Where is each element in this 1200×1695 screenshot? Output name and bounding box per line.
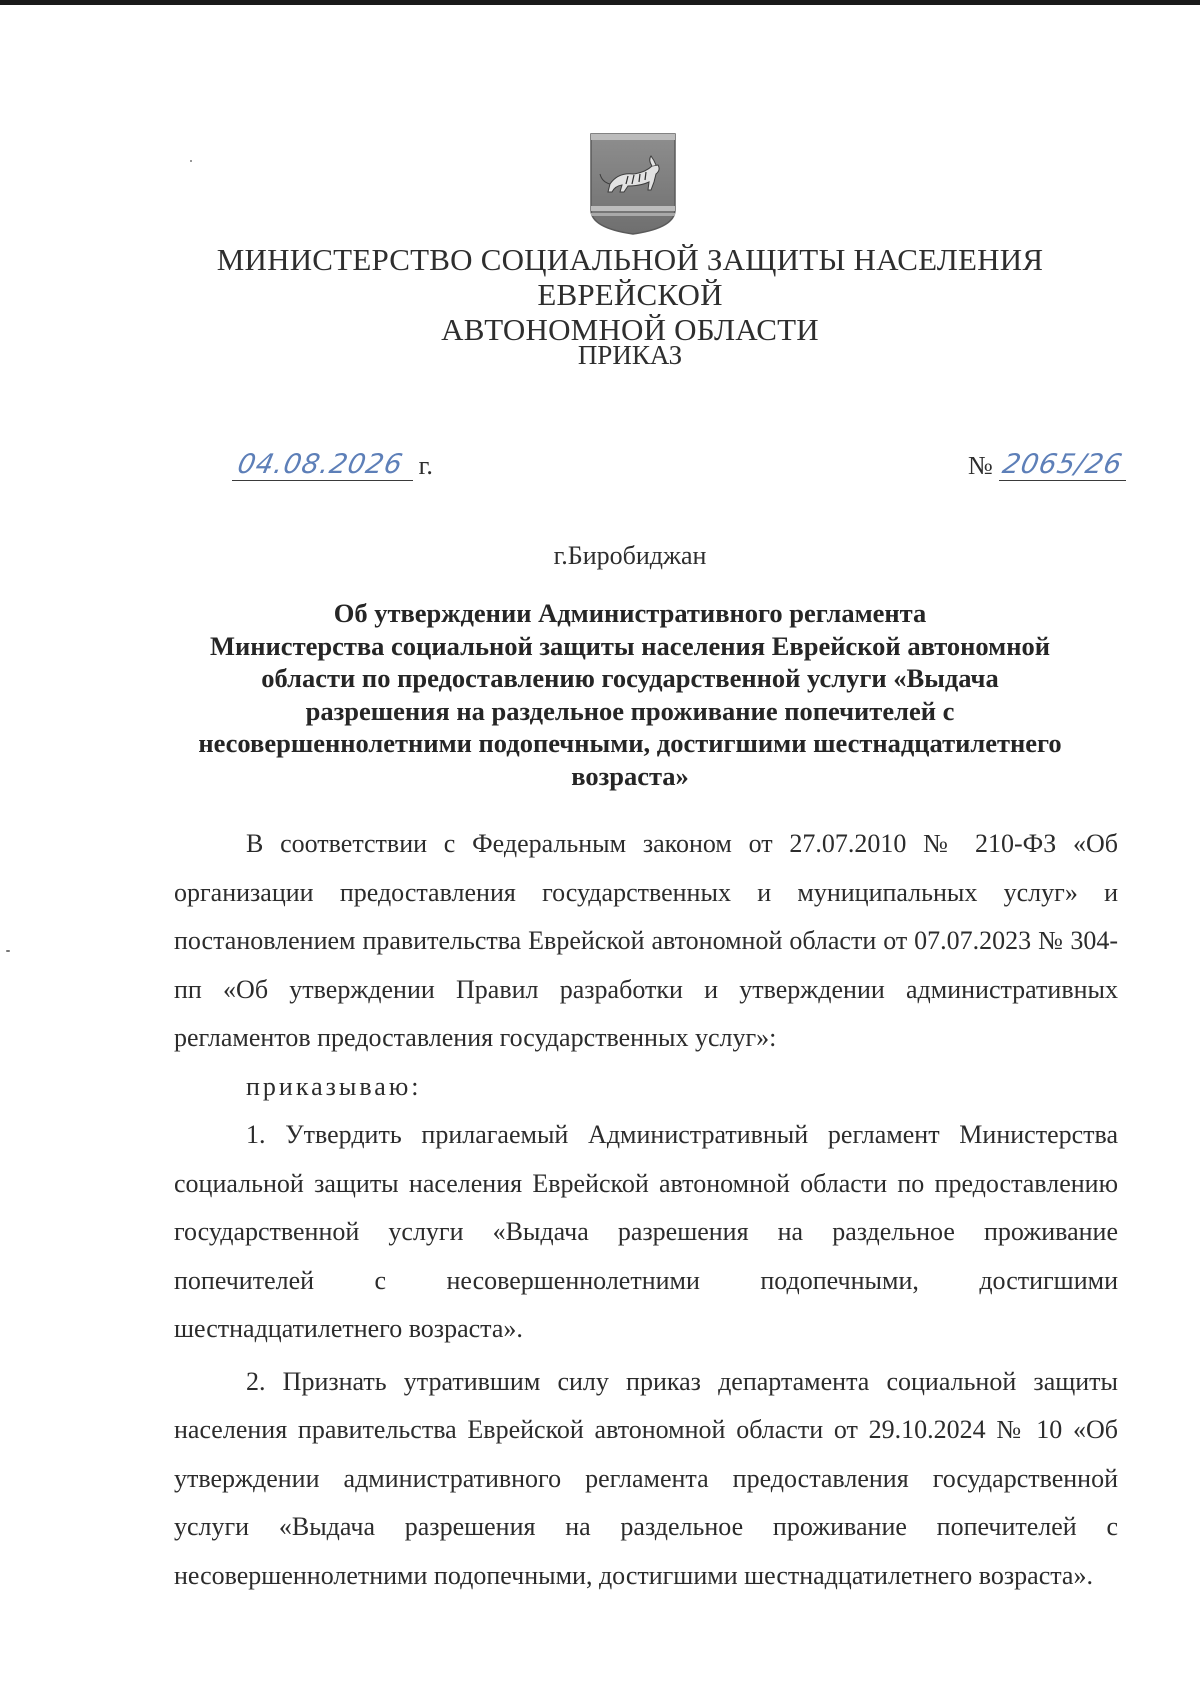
handwritten-date: 04.08.2026 xyxy=(234,449,406,480)
order-item-1: 1. Утвердить прилагаемый Административный регламент Министерства социальной защиты населения Еврейской автономной области по предоставлению государственной услуги «Выдача разрешения на раздельное проживание попечителей с несовершеннолетними подопечными, достигшими шестнадцатилетнего возраста». xyxy=(174,1120,1118,1343)
ministry-name-line1: МИНИСТЕРСТВО СОЦИАЛЬНОЙ ЗАЩИТЫ НАСЕЛЕНИЯ ЕВРЕЙСКОЙ xyxy=(216,242,1044,312)
subject-line: Об утверждении Административного регламента xyxy=(333,598,927,628)
number-sign: № xyxy=(968,451,993,480)
order-item-2: 2. Признать утратившим силу приказ департамента социальной защиты населения правительства Еврейской автономной области от 29.10.2024 № 10 «Об утверждении административного регламента предоставления государственной услуги «Выдача разрешения на раздельное проживание попечителей с несовершеннолетними подопечными, достигшими шестнадцатилетнего возраста». xyxy=(174,1366,1118,1590)
subject-line: разрешения на раздельное проживание попечителей с xyxy=(305,695,955,726)
order-body xyxy=(174,820,1118,1600)
coat-of-arms-icon xyxy=(588,132,678,236)
order-subject xyxy=(150,597,1110,792)
order-word: приказываю: xyxy=(246,1071,422,1101)
subject-line: возраста» xyxy=(571,760,689,791)
order-title: ПРИКАЗ xyxy=(577,340,683,370)
date-field xyxy=(232,449,413,481)
ministry-name-line2: АВТОНОМНОЙ ОБЛАСТИ xyxy=(441,312,819,347)
order-date xyxy=(232,437,433,481)
preamble-paragraph: В соответствии с Федеральным законом от 27.07.2010 № 210-ФЗ «Об организации предоставления государственных и муниципальных услуг» и постановлением правительства Еврейской автономной области от 07.07.2023 № 304-пп «Об утверждении Правил разработки и утверждении административных регламентов предоставления государственных услуг»: xyxy=(174,829,1118,1052)
ministry-name xyxy=(130,242,1130,347)
date-suffix: г. xyxy=(418,451,433,480)
city-name: г.Биробиджан xyxy=(553,541,707,570)
subject-line: Министерства социальной защиты населения Еврейской автономной xyxy=(209,630,1050,661)
order-number xyxy=(968,437,1126,481)
subject-line: области по предоставлению государственной услуги «Выдача xyxy=(261,663,999,693)
handwritten-number: 2065/26 xyxy=(999,449,1126,480)
number-field xyxy=(999,449,1126,481)
subject-line: несовершеннолетними подопечными, достигшими шестнадцатилетнего xyxy=(198,728,1062,758)
